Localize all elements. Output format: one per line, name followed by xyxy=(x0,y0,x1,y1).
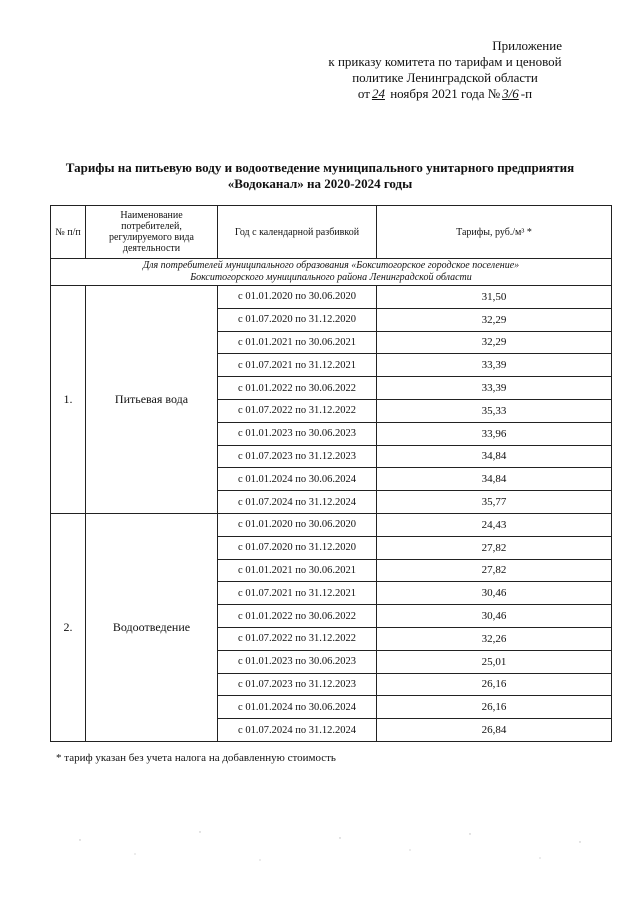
appendix-label: Приложение xyxy=(492,38,562,53)
group-row xyxy=(51,259,612,286)
date-middle: ноября 2021 года № xyxy=(386,86,501,101)
period-cell: с 01.01.2024 по 30.06.2024 xyxy=(218,468,377,491)
period-cell: с 01.01.2023 по 30.06.2023 xyxy=(218,650,377,673)
group-label-line-2: Бокситогорского муниципального района Ленинградской области xyxy=(190,272,472,283)
tariff-cell: 35,77 xyxy=(377,491,612,514)
period-cell: с 01.07.2021 по 31.12.2021 xyxy=(218,582,377,605)
period-cell: с 01.01.2021 по 30.06.2021 xyxy=(218,559,377,582)
tariff-cell: 26,16 xyxy=(377,696,612,719)
document-title xyxy=(50,160,590,192)
tariff-cell: 33,39 xyxy=(377,377,612,400)
period-cell: с 01.07.2024 по 31.12.2024 xyxy=(218,491,377,514)
committee-line: политике Ленинградской области xyxy=(352,70,538,85)
period-cell: с 01.07.2022 по 31.12.2022 xyxy=(218,399,377,422)
period-cell: с 01.01.2024 по 30.06.2024 xyxy=(218,696,377,719)
title-line-1: Тарифы на питьевую воду и водоотведение муниципального унитарного предприятия xyxy=(65,160,575,175)
date-prefix: от xyxy=(357,86,370,101)
tariff-cell: 35,33 xyxy=(377,399,612,422)
tariff-cell: 30,46 xyxy=(377,582,612,605)
row-number: 2. xyxy=(51,513,86,741)
tariff-cell: 27,82 xyxy=(377,559,612,582)
period-cell: с 01.07.2020 по 31.12.2020 xyxy=(218,536,377,559)
tariff-cell: 25,01 xyxy=(377,650,612,673)
period-cell: с 01.01.2023 по 30.06.2023 xyxy=(218,422,377,445)
table-row xyxy=(51,286,612,309)
order-date-line xyxy=(300,86,590,102)
tariff-cell: 34,84 xyxy=(377,445,612,468)
service-name: Питьевая вода xyxy=(86,286,218,514)
tariffs-table xyxy=(50,205,612,742)
period-cell: с 01.07.2023 по 31.12.2023 xyxy=(218,673,377,696)
header-num: № п/п xyxy=(51,206,86,259)
date-day-handwritten: 24 xyxy=(371,86,385,101)
title-line-2: «Водоканал» на 2020-2024 годы xyxy=(227,176,413,191)
appendix-header xyxy=(300,38,590,102)
tariff-cell: 34,84 xyxy=(377,468,612,491)
order-number-handwritten: 3/6 xyxy=(502,86,519,101)
tariff-cell: 30,46 xyxy=(377,605,612,628)
period-cell: с 01.01.2020 по 30.06.2020 xyxy=(218,286,377,309)
row-number: 1. xyxy=(51,286,86,514)
header-tariff: Тарифы, руб./м³ * xyxy=(377,206,612,259)
footnote: * тариф указан без учета налога на добавленную стоимость xyxy=(56,752,336,764)
tariff-cell: 33,96 xyxy=(377,422,612,445)
tariff-cell: 33,39 xyxy=(377,354,612,377)
order-reference-line: к приказу комитета по тарифам и ценовой xyxy=(328,54,562,69)
tariff-cell: 32,26 xyxy=(377,627,612,650)
table-row xyxy=(51,513,612,536)
header-period: Год с календарной разбивкой xyxy=(218,206,377,259)
period-cell: с 01.07.2020 по 31.12.2020 xyxy=(218,308,377,331)
table-header-row xyxy=(51,206,612,259)
tariff-cell: 27,82 xyxy=(377,536,612,559)
tariff-cell: 24,43 xyxy=(377,513,612,536)
period-cell: с 01.01.2022 по 30.06.2022 xyxy=(218,605,377,628)
period-cell: с 01.01.2022 по 30.06.2022 xyxy=(218,377,377,400)
tariff-cell: 31,50 xyxy=(377,286,612,309)
period-cell: с 01.01.2020 по 30.06.2020 xyxy=(218,513,377,536)
period-cell: с 01.07.2021 по 31.12.2021 xyxy=(218,354,377,377)
tariff-cell: 26,16 xyxy=(377,673,612,696)
header-name: Наименование потребителей, регулируемого вида деятельности xyxy=(86,206,218,259)
period-cell: с 01.07.2022 по 31.12.2022 xyxy=(218,627,377,650)
period-cell: с 01.07.2023 по 31.12.2023 xyxy=(218,445,377,468)
service-name: Водоотведение xyxy=(86,513,218,741)
period-cell: с 01.07.2024 по 31.12.2024 xyxy=(218,719,377,742)
period-cell: с 01.01.2021 по 30.06.2021 xyxy=(218,331,377,354)
tariff-cell: 26,84 xyxy=(377,719,612,742)
scan-noise xyxy=(40,820,600,880)
tariff-cell: 32,29 xyxy=(377,308,612,331)
tariff-cell: 32,29 xyxy=(377,331,612,354)
order-suffix: -п xyxy=(520,86,533,101)
group-label-line-1: Для потребителей муниципального образования «Бокситогорское городское поселение» xyxy=(142,260,520,271)
group-label xyxy=(51,259,612,286)
